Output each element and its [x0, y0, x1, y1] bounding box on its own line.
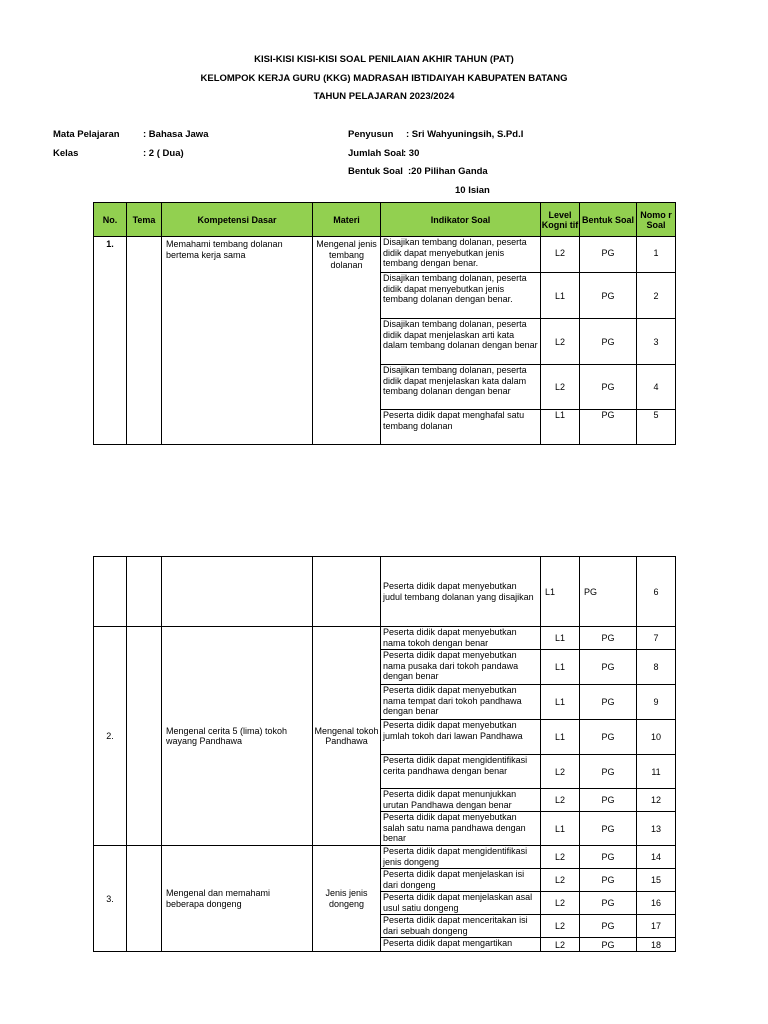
penyusun-label: Penyusun — [348, 129, 394, 140]
level-cell: L2 — [541, 789, 580, 812]
indikator-cell: Peserta didik dapat menunjukkan urutan Pandhawa dengan benar — [381, 789, 541, 812]
nomor-cell: 1 — [637, 237, 676, 273]
header-nomor: Nomo r Soal — [637, 203, 676, 237]
level-cell: L1 — [541, 627, 580, 650]
jumlah-value: : 30 — [403, 148, 420, 159]
nomor-cell: 6 — [637, 557, 676, 627]
level-cell: L1 — [541, 812, 580, 846]
bentuk-cell: PG — [580, 627, 637, 650]
materi-cell: Mengenal tokoh Pandhawa — [313, 627, 381, 846]
nomor-cell: 10 — [637, 720, 676, 755]
nomor-cell: 7 — [637, 627, 676, 650]
indikator-cell: Peserta didik dapat menyebutkan nama tempat dari tokoh pandhawa dengan benar — [381, 685, 541, 720]
indikator-cell: Peserta didik dapat menjelaskan asal usul satiu dongeng — [381, 892, 541, 915]
row-number: 2. — [94, 627, 127, 846]
tema-cell — [127, 557, 162, 627]
bentuk-cell: PG — [580, 650, 637, 685]
materi-cell: Jenis jenis dongeng — [313, 846, 381, 952]
row-number: 3. — [94, 846, 127, 952]
nomor-cell: 2 — [637, 273, 676, 319]
nomor-cell: 13 — [637, 812, 676, 846]
nomor-cell: 9 — [637, 685, 676, 720]
header-kompetensi-dasar: Kompetensi Dasar — [162, 203, 313, 237]
bentuk-cell: PG — [580, 365, 637, 410]
nomor-cell: 8 — [637, 650, 676, 685]
level-cell: L1 — [541, 685, 580, 720]
indikator-cell: Disajikan tembang dolanan, peserta didik dapat menjelaskan arti kata dalam tembang dolanan dengan benar — [381, 319, 541, 365]
header-no: No. — [94, 203, 127, 237]
bentuk-cell: PG — [580, 915, 637, 938]
bentuk-cell: PG — [580, 846, 637, 869]
kompetensi-dasar-cell: Mengenal dan memahami beberapa dongeng — [162, 846, 313, 952]
tema-cell — [127, 846, 162, 952]
table-row — [94, 557, 676, 627]
level-cell: L2 — [541, 938, 580, 952]
level-cell: L2 — [541, 846, 580, 869]
kisi-table-page-2 — [93, 556, 676, 952]
level-cell: L2 — [541, 869, 580, 892]
nomor-cell: 12 — [637, 789, 676, 812]
header-materi: Materi — [313, 203, 381, 237]
level-cell: L1 — [541, 557, 580, 627]
materi-cell: Mengenal jenis tembang dolanan — [313, 237, 381, 445]
indikator-cell: Disajikan tembang dolanan, peserta didik dapat menyebutkan jenis tembang dolanan dengan benar. — [381, 273, 541, 319]
bentuk-label: Bentuk Soal — [348, 166, 403, 177]
table-row — [94, 237, 676, 273]
materi-cell — [313, 557, 381, 627]
indikator-cell: Peserta didik dapat menjelaskan isi dari dongeng — [381, 869, 541, 892]
header-tema: Tema — [127, 203, 162, 237]
kelas-value: : 2 ( Dua) — [143, 148, 184, 159]
kelas-label: Kelas — [53, 148, 79, 159]
table-row — [94, 846, 676, 869]
isian-value: 10 Isian — [455, 185, 490, 196]
tema-cell — [127, 237, 162, 445]
bentuk-cell: PG — [580, 319, 637, 365]
bentuk-cell: PG — [580, 237, 637, 273]
level-cell: L2 — [541, 892, 580, 915]
nomor-cell: 4 — [637, 365, 676, 410]
level-cell: L1 — [541, 650, 580, 685]
indikator-cell: Disajikan tembang dolanan, peserta didik dapat menyebutkan jenis tembang dengan benar. — [381, 237, 541, 273]
level-cell: L1 — [541, 273, 580, 319]
level-cell: L2 — [541, 755, 580, 789]
header-indikator: Indikator Soal — [381, 203, 541, 237]
bentuk-cell: PG — [580, 273, 637, 319]
indikator-cell: Peserta didik dapat mengidentifikasi cerita pandhawa dengan benar — [381, 755, 541, 789]
indikator-cell: Peserta didik dapat menyebutkan nama pusaka dari tokoh pandawa dengan benar — [381, 650, 541, 685]
indikator-cell: Peserta didik dapat menyebutkan salah satu nama pandhawa dengan benar — [381, 812, 541, 846]
bentuk-value: :20 Pilihan Ganda — [408, 166, 488, 177]
doc-title-line-1: KISI-KISI KISI-KISI SOAL PENILAIAN AKHIR TAHUN (PAT) — [254, 54, 514, 65]
indikator-cell: Peserta didik dapat menyebutkan jumlah tokoh dari lawan Pandhawa — [381, 720, 541, 755]
bentuk-cell: PG — [580, 557, 637, 627]
nomor-cell: 11 — [637, 755, 676, 789]
mapel-label: Mata Pelajaran — [53, 129, 120, 140]
level-cell: L2 — [541, 237, 580, 273]
nomor-cell: 14 — [637, 846, 676, 869]
bentuk-cell: PG — [580, 938, 637, 952]
kompetensi-dasar-cell — [162, 557, 313, 627]
bentuk-cell: PG — [580, 812, 637, 846]
indikator-cell: Disajikan tembang dolanan, peserta didik dapat menjelaskan kata dalam tembang dolanan dengan benar — [381, 365, 541, 410]
nomor-cell: 15 — [637, 869, 676, 892]
indikator-cell: Peserta didik dapat menyebutkan judul tembang dolanan yang disajikan — [381, 557, 541, 627]
header-bentuk: Bentuk Soal — [580, 203, 637, 237]
bentuk-cell: PG — [580, 892, 637, 915]
doc-title-line-2: KELOMPOK KERJA GURU (KKG) MADRASAH IBTIDAIYAH KABUPATEN BATANG — [200, 73, 568, 84]
kompetensi-dasar-cell: Mengenal cerita 5 (lima) tokoh wayang Pandhawa — [162, 627, 313, 846]
indikator-cell: Peserta didik dapat menghafal satu tembang dolanan — [381, 410, 541, 445]
bentuk-cell: PG — [580, 685, 637, 720]
nomor-cell: 18 — [637, 938, 676, 952]
header-level: Level Kogni tif — [541, 203, 580, 237]
tema-cell — [127, 627, 162, 846]
doc-title-line-3: TAHUN PELAJARAN 2023/2024 — [313, 91, 455, 102]
table-header-row — [94, 203, 676, 237]
row-number — [94, 557, 127, 627]
indikator-cell: Peserta didik dapat mengidentifikasi jenis dongeng — [381, 846, 541, 869]
level-cell: L2 — [541, 915, 580, 938]
bentuk-cell: PG — [580, 789, 637, 812]
indikator-cell: Peserta didik dapat mengartikan — [381, 938, 541, 952]
level-cell: L2 — [541, 319, 580, 365]
indikator-cell: Peserta didik dapat menceritakan isi dari sebuah dongeng — [381, 915, 541, 938]
indikator-cell: Peserta didik dapat menyebutkan nama tokoh dengan benar — [381, 627, 541, 650]
nomor-cell: 3 — [637, 319, 676, 365]
bentuk-cell: PG — [580, 720, 637, 755]
bentuk-cell: PG — [580, 755, 637, 789]
mapel-value: : Bahasa Jawa — [143, 129, 209, 140]
bentuk-cell: PG — [580, 869, 637, 892]
bentuk-cell: PG — [580, 410, 637, 445]
level-cell: L2 — [541, 365, 580, 410]
table-row — [94, 627, 676, 650]
kompetensi-dasar-cell: Memahami tembang dolanan bertema kerja sama — [162, 237, 313, 445]
row-number: 1. — [94, 237, 127, 445]
nomor-cell: 5 — [637, 410, 676, 445]
nomor-cell: 16 — [637, 892, 676, 915]
kisi-table-page-1 — [93, 202, 676, 445]
level-cell: L1 — [541, 410, 580, 445]
level-cell: L1 — [541, 720, 580, 755]
jumlah-label: Jumlah Soal — [348, 148, 404, 159]
penyusun-value: : Sri Wahyuningsih, S.Pd.I — [406, 129, 524, 140]
nomor-cell: 17 — [637, 915, 676, 938]
